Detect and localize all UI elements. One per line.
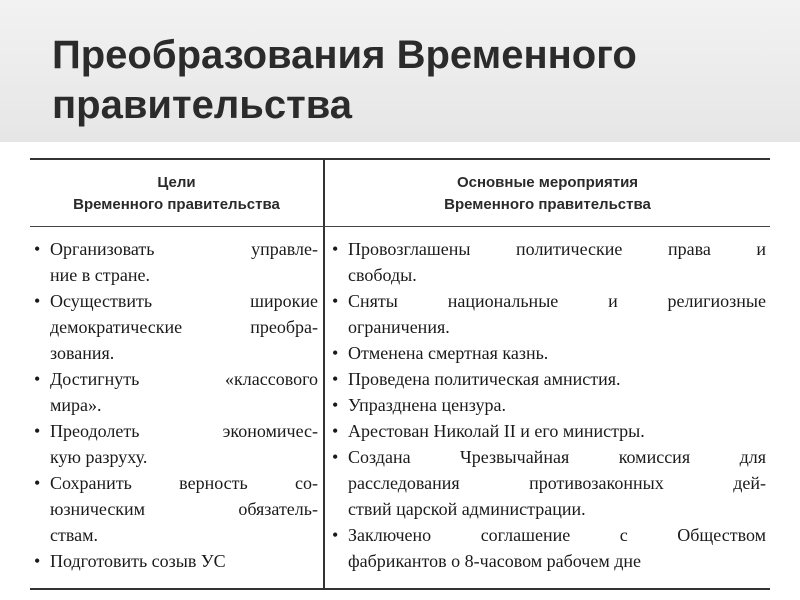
measures-column [332, 236, 766, 574]
left-item-line: Преодолеть экономичес- [50, 421, 318, 441]
right-item [332, 418, 766, 444]
left-item-line: ствам. [50, 525, 98, 545]
header-measures-line-2: Временного правительства [444, 196, 651, 213]
left-item [34, 236, 318, 288]
bullet-icon: • [34, 239, 41, 259]
bullet-icon: • [34, 551, 41, 571]
left-item-line: кую разруху. [50, 447, 148, 467]
header-measures [325, 172, 770, 216]
header-goals-line-2: Временного правительства [73, 196, 280, 213]
right-item-line: Провозглашены политические права и [348, 239, 766, 259]
right-item [332, 392, 766, 418]
bullet-icon: • [34, 369, 41, 389]
header-goals [30, 172, 323, 216]
left-item [34, 548, 318, 574]
right-item-line: Создана Чрезвычайная комиссия для [348, 447, 766, 467]
right-item-line: Арестован Николай II и его министры. [348, 421, 645, 441]
left-item-line: Осуществить широкие [50, 291, 318, 311]
right-item [332, 444, 766, 522]
right-item-line: Упразднена цензура. [348, 395, 506, 415]
right-item-line: ствий царской администрации. [348, 499, 586, 519]
bullet-icon: • [34, 291, 41, 311]
left-item [34, 288, 318, 366]
right-item-line: Сняты национальные и религиозные [348, 291, 766, 311]
left-item [34, 366, 318, 418]
left-item-line: Организовать управле- [50, 239, 318, 259]
bullet-icon: • [34, 473, 41, 493]
header-rule [30, 226, 770, 227]
right-item [332, 340, 766, 366]
bullet-icon: • [332, 343, 339, 363]
bullet-icon: • [34, 421, 41, 441]
bullet-icon: • [332, 395, 339, 415]
bullet-icon: • [332, 369, 339, 389]
left-item-line: Достигнуть «классового [50, 369, 318, 389]
left-item-line: демократические преобра- [50, 317, 318, 337]
header-measures-line-1: Основные мероприятия [456, 174, 639, 191]
title-band [0, 0, 800, 142]
right-item [332, 236, 766, 288]
reforms-table [30, 158, 770, 590]
left-item-line: ние в стране. [50, 265, 150, 285]
goals-column [34, 236, 318, 574]
left-item [34, 470, 318, 548]
page-title-line-1: Преобразования Временного [52, 33, 637, 77]
right-item-line: расследования противозаконных дей- [348, 473, 766, 493]
page-title-line-2: правительства [52, 83, 352, 127]
right-item-line: Проведена политическая амнистия. [348, 369, 621, 389]
right-item [332, 288, 766, 340]
bullet-icon: • [332, 525, 339, 545]
left-item-line: юзническим обязатель- [50, 499, 318, 519]
right-item-line: Заключено соглашение с Обществом [348, 525, 766, 545]
left-item [34, 418, 318, 470]
left-item-line: Подготовить созыв УС [50, 551, 226, 571]
right-item-line: фабрикантов о 8-часовом рабочем дне [348, 551, 642, 571]
left-item-line: зования. [50, 343, 115, 363]
column-divider [323, 160, 325, 588]
left-item-line: мира». [50, 395, 102, 415]
right-item-line: свободы. [348, 265, 417, 285]
header-goals-line-1: Цели [157, 174, 196, 191]
bullet-icon: • [332, 447, 339, 467]
right-item-line: ограничения. [348, 317, 450, 337]
bullet-icon: • [332, 291, 339, 311]
right-item [332, 366, 766, 392]
page-title [52, 30, 637, 130]
bullet-icon: • [332, 239, 339, 259]
bullet-icon: • [332, 421, 339, 441]
right-item-line: Отменена смертная казнь. [348, 343, 549, 363]
left-item-line: Сохранить верность со- [50, 473, 318, 493]
right-item [332, 522, 766, 574]
